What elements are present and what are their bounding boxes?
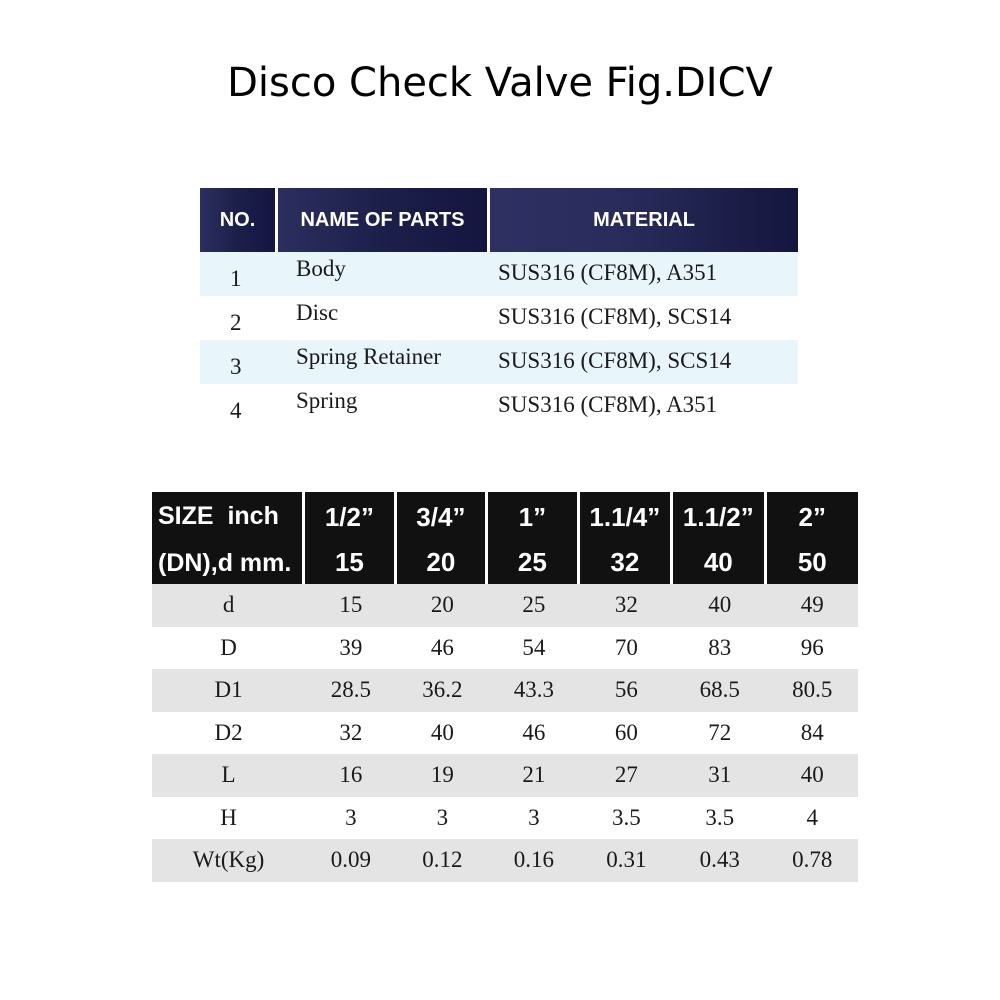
header-size-col xyxy=(397,492,488,584)
table-cell: 40 xyxy=(430,719,454,745)
row-label: d xyxy=(222,592,235,618)
table-cell: 40 xyxy=(708,592,732,618)
table-cell: 32 xyxy=(614,592,638,618)
parts-table xyxy=(200,188,798,428)
size-dn: 15 xyxy=(334,547,364,577)
size-inch: 2” xyxy=(798,502,827,532)
row-label: L xyxy=(221,762,236,788)
page-title: Disco Check Valve Fig.DICV xyxy=(227,60,773,106)
header-no: NO. xyxy=(200,188,278,252)
header-size-col xyxy=(767,492,858,584)
table-cell: 54 xyxy=(522,634,546,660)
table-cell: 0.12 xyxy=(422,847,463,873)
table-cell: 21 xyxy=(522,762,546,788)
table-row xyxy=(152,839,858,882)
size-inch: 1” xyxy=(518,502,547,532)
table-cell: 49 xyxy=(800,592,824,618)
row-label: D2 xyxy=(214,719,243,745)
part-number: 4 xyxy=(230,398,242,423)
header-size-col xyxy=(305,492,396,584)
table-cell: 43.3 xyxy=(513,677,554,703)
size-inch: 1.1/4” xyxy=(589,502,661,532)
size-inch: 3/4” xyxy=(416,502,466,532)
table-row xyxy=(152,584,858,627)
table-row xyxy=(152,712,858,755)
table-cell: 25 xyxy=(522,592,546,618)
part-material: SUS316 (CF8M), SCS14 xyxy=(498,304,732,329)
table-cell: 0.31 xyxy=(606,847,647,873)
table-cell: 83 xyxy=(708,634,732,660)
row-label: Wt(Kg) xyxy=(192,847,265,873)
table-cell: 3.5 xyxy=(611,804,641,830)
table-row xyxy=(152,627,858,670)
header-size-col xyxy=(488,492,579,584)
size-table-body xyxy=(152,584,858,882)
table-cell: 15 xyxy=(339,592,363,618)
table-cell: 31 xyxy=(708,762,732,788)
table-row xyxy=(200,340,798,384)
header-size-dn: (DN),d mm. xyxy=(158,549,292,577)
table-row xyxy=(152,669,858,712)
table-cell: 0.16 xyxy=(513,847,554,873)
parts-table-header xyxy=(200,188,798,252)
table-cell: 20 xyxy=(430,592,454,618)
part-name: Spring xyxy=(296,388,358,413)
header-size-inch: SIZE inch xyxy=(158,502,279,530)
table-cell: 0.43 xyxy=(699,847,740,873)
header-size-col xyxy=(673,492,766,584)
row-label: D1 xyxy=(214,677,243,703)
header-size-col xyxy=(580,492,673,584)
table-cell: 96 xyxy=(800,634,824,660)
size-table xyxy=(152,492,858,882)
table-cell: 70 xyxy=(614,634,638,660)
table-cell: 39 xyxy=(339,634,363,660)
table-cell: 36.2 xyxy=(422,677,463,703)
table-cell: 16 xyxy=(339,762,363,788)
size-dn: 40 xyxy=(703,547,733,577)
table-cell: 46 xyxy=(522,719,546,745)
row-label: D xyxy=(220,634,237,660)
table-cell: 3 xyxy=(528,804,540,830)
part-material: SUS316 (CF8M), A351 xyxy=(498,260,718,285)
table-row xyxy=(200,252,798,296)
table-cell: 72 xyxy=(708,719,732,745)
table-cell: 19 xyxy=(430,762,454,788)
table-cell: 3 xyxy=(436,804,449,830)
table-cell: 56 xyxy=(614,677,638,703)
header-material: MATERIAL xyxy=(490,188,798,252)
table-cell: 40 xyxy=(800,762,824,788)
table-cell: 28.5 xyxy=(330,677,371,703)
table-cell: 3 xyxy=(345,804,357,830)
part-number: 1 xyxy=(230,266,242,291)
table-cell: 32 xyxy=(339,719,363,745)
table-cell: 0.09 xyxy=(330,847,371,873)
table-cell: 3.5 xyxy=(705,804,735,830)
table-row xyxy=(152,797,858,840)
part-name: Disc xyxy=(296,300,339,325)
table-row xyxy=(152,754,858,797)
header-size-label xyxy=(152,492,305,584)
row-label: H xyxy=(220,804,237,830)
part-number: 2 xyxy=(230,310,242,335)
size-dn: 20 xyxy=(426,547,456,577)
size-inch: 1.1/2” xyxy=(682,502,754,532)
size-dn: 32 xyxy=(610,547,640,577)
size-dn: 25 xyxy=(517,547,547,577)
table-cell: 46 xyxy=(430,634,454,660)
header-name-of-parts: NAME OF PARTS xyxy=(278,188,490,252)
part-material: SUS316 (CF8M), SCS14 xyxy=(498,348,732,373)
table-cell: 0.78 xyxy=(792,847,833,873)
part-number: 3 xyxy=(230,354,242,379)
table-cell: 84 xyxy=(800,719,824,745)
part-material: SUS316 (CF8M), A351 xyxy=(498,392,718,417)
part-name: Body xyxy=(296,256,346,281)
table-cell: 27 xyxy=(614,762,638,788)
table-cell: 4 xyxy=(806,804,818,830)
size-dn: 50 xyxy=(797,547,827,577)
size-table-header xyxy=(152,492,858,584)
table-row xyxy=(200,296,798,340)
table-cell: 68.5 xyxy=(699,677,740,703)
size-inch: 1/2” xyxy=(324,502,374,532)
table-cell: 80.5 xyxy=(792,677,833,703)
part-name: Spring Retainer xyxy=(296,344,441,369)
table-row xyxy=(200,384,798,428)
table-cell: 60 xyxy=(614,719,638,745)
